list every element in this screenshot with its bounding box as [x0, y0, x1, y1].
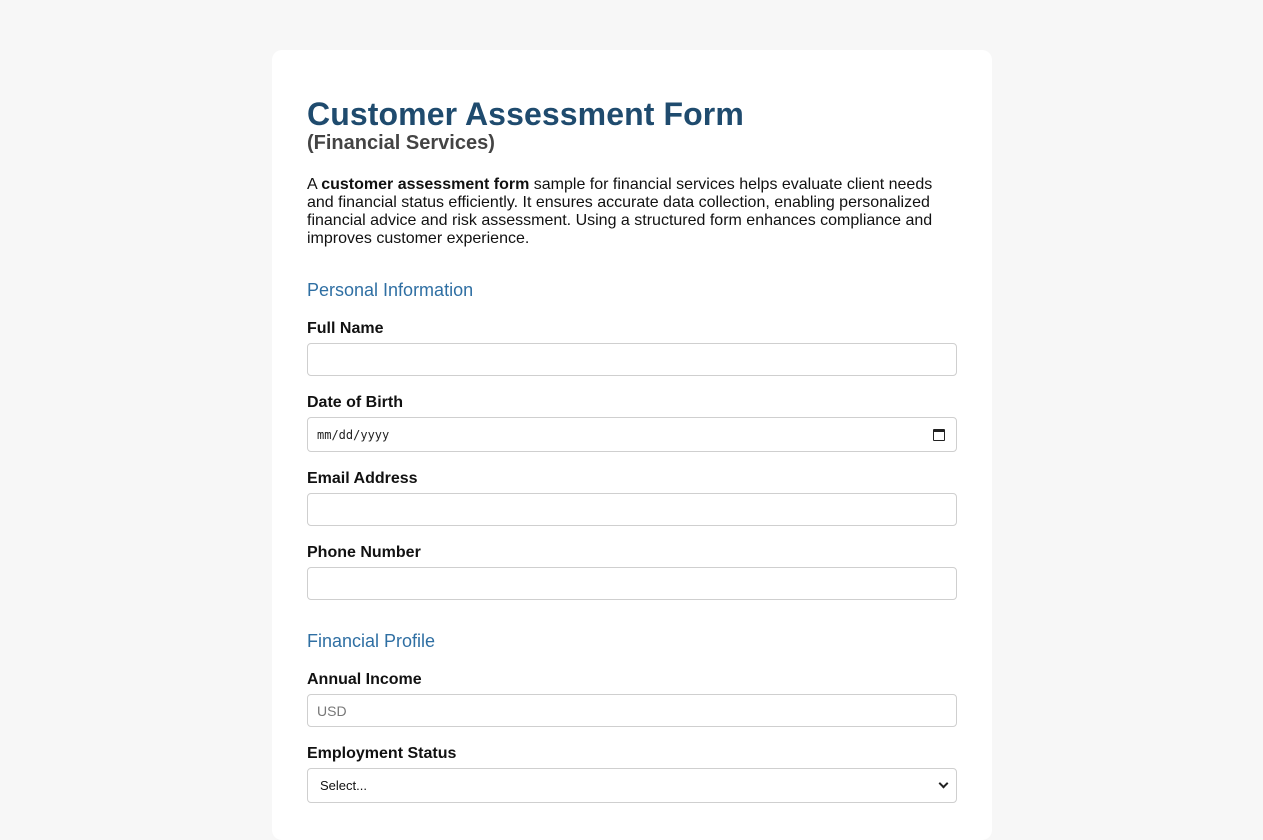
intro-paragraph — [307, 176, 957, 248]
annual-income-input[interactable] — [307, 694, 957, 727]
annual-income-label: Annual Income — [307, 671, 422, 688]
full-name-input[interactable] — [307, 343, 957, 376]
full-name-label: Full Name — [307, 320, 384, 337]
intro-rest: sample for financial services helps evaluate client needs and financial status efficiently. It ensures accurate data collection, enabling personalized financial advice and risk assessment. Using a structured form enhances compliance and improves customer experience. — [307, 176, 933, 247]
dob-input[interactable] — [307, 417, 957, 452]
phone-input[interactable] — [307, 567, 957, 600]
intro-prefix: A — [307, 176, 322, 193]
phone-label: Phone Number — [307, 544, 421, 561]
section-heading-personal: Personal Information — [307, 280, 474, 300]
email-input[interactable] — [307, 493, 957, 526]
employment-status-select[interactable] — [307, 768, 957, 803]
form-card — [272, 50, 992, 840]
chevron-down-icon — [939, 779, 949, 789]
employment-status-label: Employment Status — [307, 745, 457, 762]
intro-bold: customer assessment form — [321, 176, 530, 193]
section-heading-financial: Financial Profile — [307, 631, 436, 651]
page-subtitle: (Financial Services) — [307, 132, 495, 154]
dob-placeholder: mm/dd/yyyy — [317, 427, 390, 442]
calendar-icon[interactable] — [933, 429, 945, 441]
email-label: Email Address — [307, 470, 418, 487]
page-title: Customer Assessment Form — [307, 96, 744, 132]
employment-status-value: Select... — [320, 778, 367, 793]
dob-label: Date of Birth — [307, 394, 403, 411]
